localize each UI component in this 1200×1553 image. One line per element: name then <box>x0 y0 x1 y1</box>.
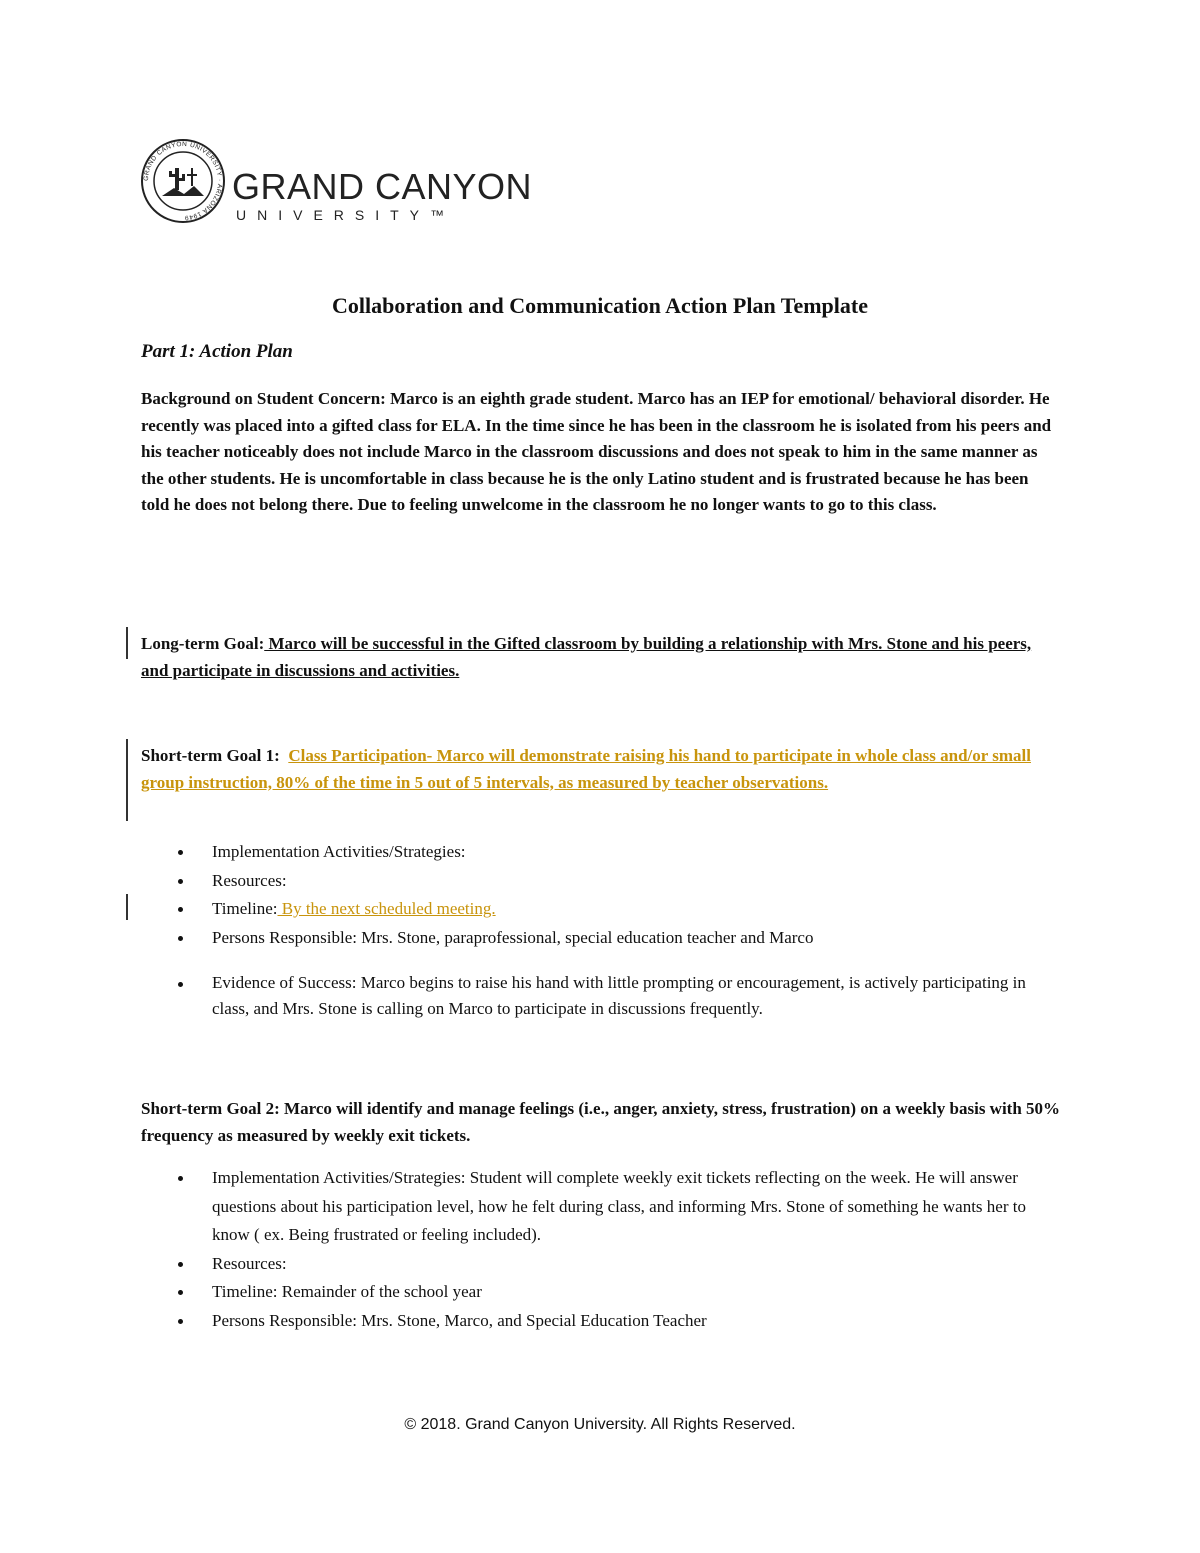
long-term-goal-label: Long-term Goal: <box>141 634 265 653</box>
university-logo <box>140 138 533 228</box>
document-title: Collaboration and Communication Action Plan Template <box>331 293 868 318</box>
copyright-footer: © 2018. Grand Canyon University. All Rights Reserved. <box>404 1416 796 1433</box>
list-item: Persons Responsible: Mrs. Stone, Marco, and Special Education Teacher <box>141 1307 1061 1336</box>
list-item: Resources: <box>141 867 1061 896</box>
change-bar <box>126 739 128 821</box>
background-paragraph: Background on Student Concern: Marco is an eighth grade student. Marco has an IEP for emotional/ behavioral disorder. He recently was placed into a gifted class for ELA. In the time since he has been in the classroom he is isolated from his peers and his teacher noticeably does not include Marco in the classroom discussions and does not speak to him in the same manner as the other students. He is uncomfortable in class because he is the only Latino student and is frustrated because he has been told he does not belong there. Due to feeling unwelcome in the classroom he no longer wants to go to this class. <box>141 389 1052 514</box>
timeline-value: By the next scheduled meeting. <box>277 899 496 918</box>
short-term-goal-2: Short-term Goal 2: Marco will identify and manage feelings (i.e., anger, anxiety, stress, frustration) on a weekly basis with 50% frequency as measured by weekly exit tickets. <box>141 1099 1061 1145</box>
short-term-goal-1 <box>141 743 1061 796</box>
list-item: Implementation Activities/Strategies: Student will complete weekly exit tickets reflecting on the week. He will answer questions about his participation level, how he felt during class, and informing Mrs. Stone of something he wants her to know ( ex. Being frustrated or feeling included). <box>141 1164 1061 1250</box>
brand-subtitle: UNIVERSITY™ <box>236 207 456 223</box>
list-item: Persons Responsible: Mrs. Stone, paraprofessional, special education teacher and Marco <box>141 924 1061 953</box>
short-term-goal-1-label: Short-term Goal 1: <box>141 746 280 765</box>
university-seal-icon <box>140 138 226 224</box>
long-term-goal <box>141 631 1061 684</box>
brand-name: GRAND CANYON <box>232 166 533 207</box>
goal-2-bullet-list <box>141 1164 1061 1335</box>
goal-1-bullet-list <box>141 838 1061 1022</box>
list-item: Evidence of Success: Marco begins to raise his hand with little prompting or encouragement, is actively participating in class, and Mrs. Stone is calling on Marco to participate in discussions frequently. <box>141 970 1061 1022</box>
list-item: Resources: <box>141 1250 1061 1279</box>
list-item: Implementation Activities/Strategies: <box>141 838 1061 867</box>
list-item: Timeline: Remainder of the school year <box>141 1278 1061 1307</box>
part-1-heading: Part 1: Action Plan <box>141 341 293 362</box>
short-term-goal-1-text: Class Participation- Marco will demonstrate raising his hand to participate in whole class and/or small group instruction, 80% of the time in 5 out of 5 intervals, as measured by teacher observations. <box>141 746 1031 792</box>
list-item: Timeline: By the next scheduled meeting. <box>141 895 1061 924</box>
change-bar <box>126 627 128 659</box>
svg-text:GRAND CANYON UNIVERSITY · ARIZ: GRAND CANYON UNIVERSITY · ARIZONA 1949 <box>142 140 224 222</box>
change-bar <box>126 894 128 920</box>
long-term-goal-text: Marco will be successful in the Gifted classroom by building a relationship with Mrs. Stone and his peers, and participate in discussions and activities. <box>141 634 1032 680</box>
